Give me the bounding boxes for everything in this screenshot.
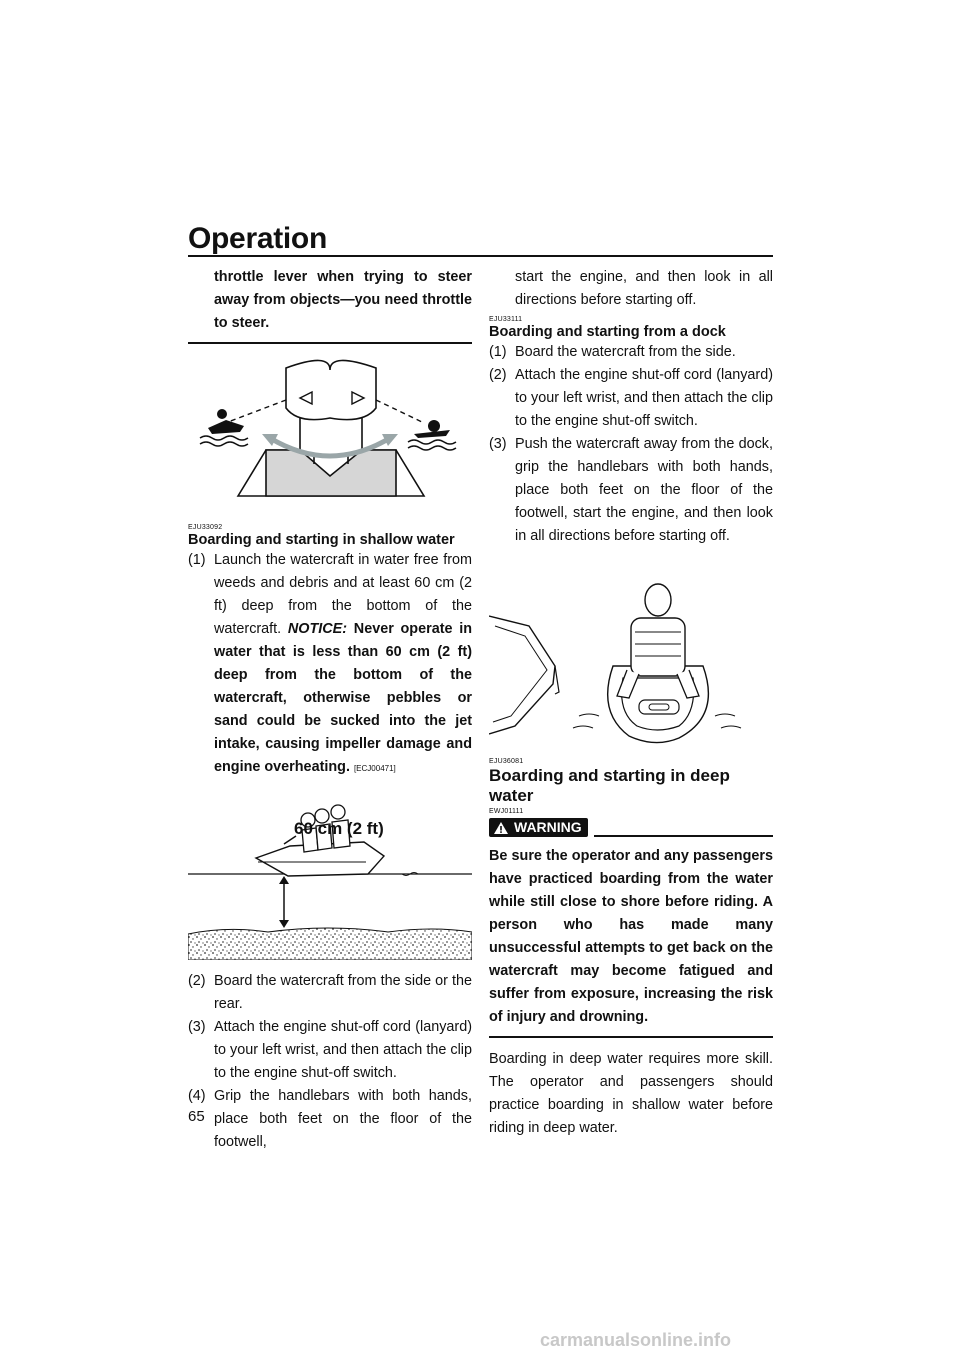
warning-label: WARNING [514,819,582,835]
continued-warning-text: throttle lever when trying to steer away from objects—you need throttle to steer. [214,269,472,331]
step-number: (4) [188,1088,206,1104]
step-item [188,970,472,1016]
watermark: carmanualsonline.info [540,1330,732,1350]
step-item [489,433,773,548]
step-text [214,549,472,780]
step-item [188,1085,472,1154]
section-code: EJU33092 [188,524,223,531]
notice-code: [ECJ00471] [353,764,396,773]
section-heading: Boarding and starting in shallow water [188,532,455,548]
warning-end-rule [489,1036,773,1038]
step-text: Grip the handlebars with both hands, place both feet on the floor of the footwell, [214,1088,472,1150]
step-text: Board the watercraft from the side or the rear. [214,973,472,1012]
right-column [489,266,773,1140]
warning-code: EWJ01111 [489,808,524,815]
step-text-body: Launch the watercraft in water free from weeds and debris and at least 60 cm (2 ft) deep from the bottom of the watercraft. [214,552,472,637]
title-rule [188,255,773,257]
depth-label: 60 cm (2 ft) [294,819,384,838]
step-text: Attach the engine shut-off cord (lanyard) to your left wrist, and then attach the clip to the engine shut-off switch. [515,367,773,429]
section-code: EJU36081 [489,758,524,765]
step-number: (3) [188,1019,206,1035]
step-number: (3) [489,436,507,452]
step-text: Attach the engine shut-off cord (lanyard) to your left wrist, and then attach the clip to the engine shut-off switch. [214,1019,472,1081]
notice-label: NOTICE: [287,621,348,637]
warning-end-rule [188,342,472,344]
warning-header-rule [594,835,773,837]
steering-illustration [188,354,472,504]
step-item [188,549,472,780]
left-column [188,266,472,1154]
warning-text: Be sure the operator and any passengers have practiced boarding from the water while still close to shore before riding. A person who has made many unsuccessful attempts to get back on the watercraft may become fatigued and suffer from exposure, increasing the risk of injury and drowning. [489,848,773,1025]
body-paragraph: Boarding in deep water requires more skill. The operator and passengers should practice boarding in shallow water before riding in deep water. [489,1051,773,1136]
section-heading: Boarding and starting in deep water [489,766,730,805]
step-item [188,1016,472,1085]
section-heading: Boarding and starting from a dock [489,324,726,340]
section-code: EJU33111 [489,316,523,323]
step-number: (1) [489,344,507,360]
step-item [489,341,773,364]
step-item [489,364,773,433]
notice-text: Never operate in water that is less than 60 cm (2 ft) deep from the bottom of the watercraft, otherwise pebbles or sand could be sucked into the jet intake, causing impeller damage and engine overheating. [214,621,472,775]
step-number: (2) [188,973,206,989]
page-number: 65 [188,1108,205,1125]
continued-step-text: start the engine, and then look in all directions before starting off. [515,269,773,308]
step-number: (1) [188,552,206,568]
step-text: Push the watercraft away from the dock, grip the handlebars with both hands, place both feet on the floor of the footwell, start the engine, and then look in all directions before starting off. [515,436,773,544]
page-title: Operation [188,222,327,255]
step-number: (2) [489,367,507,383]
warning-badge [489,818,588,837]
warning-triangle-icon [493,821,509,835]
dock-boarding-illustration [489,566,773,746]
step-text: Board the watercraft from the side. [515,344,736,360]
warning-header [489,818,773,837]
